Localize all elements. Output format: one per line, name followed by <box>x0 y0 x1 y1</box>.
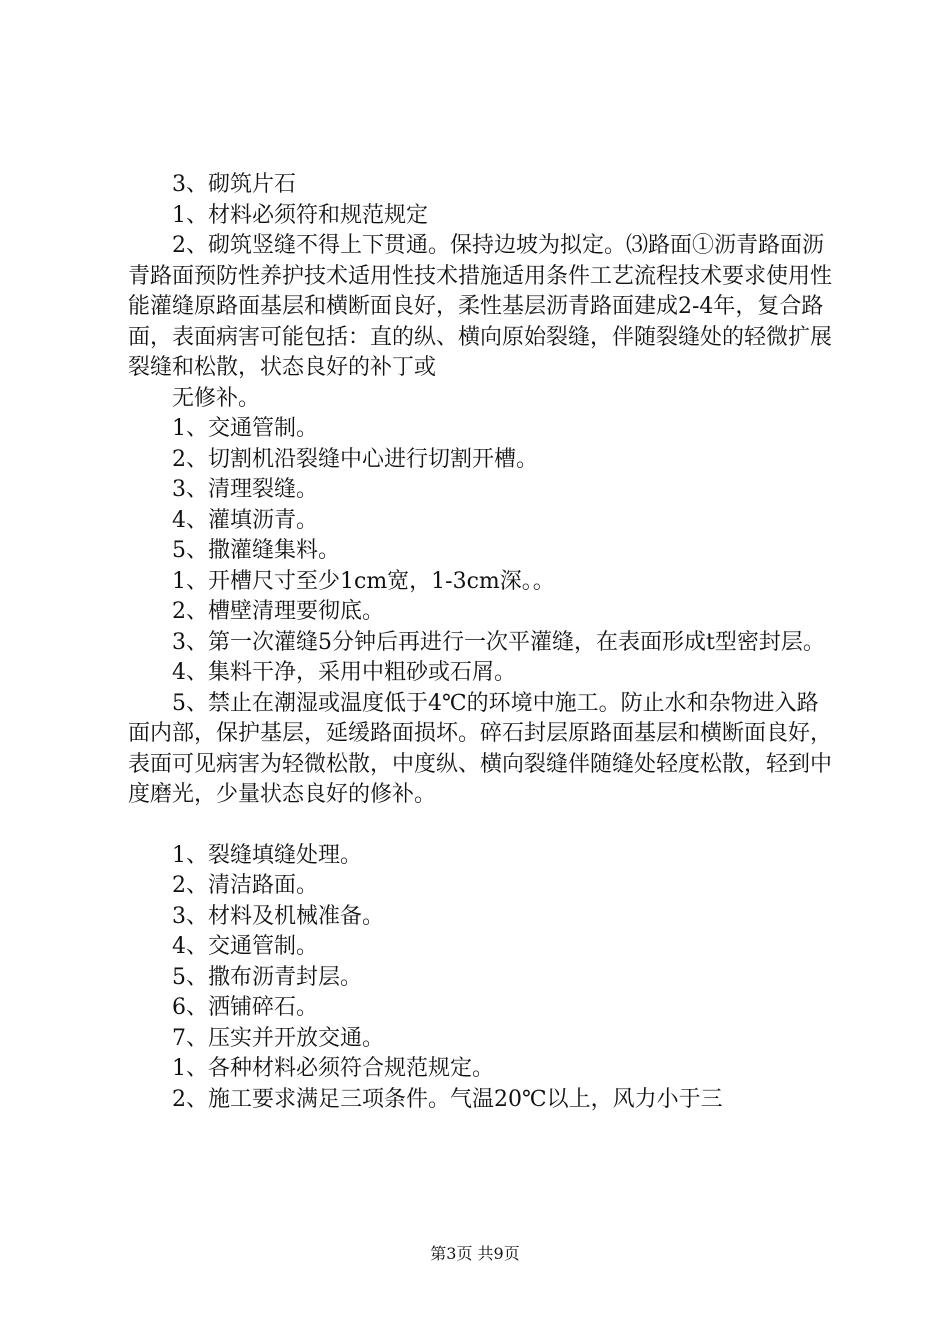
paragraph: 1、裂缝填缝处理。 <box>172 842 362 868</box>
document-body <box>128 170 838 1115</box>
paragraph: 3、砌筑片石 <box>172 172 296 197</box>
paragraph: 4、灌填沥青。 <box>172 507 318 533</box>
paragraph: 6、洒铺碎石。 <box>172 995 318 1020</box>
paragraph: 无修补。 <box>172 385 261 411</box>
paragraph: 5、禁止在潮湿或温度低于4℃的环境中施工。防止水和杂物进入路面内部，保护基层，延缓路面损坏。碎石封层原路面基层和横断面良好，表面可见病害为轻微松散，中度纵、横向裂缝伴随缝处轻度松散，轻到中度磨光，少量状态良好的修补。 <box>128 690 833 807</box>
paragraph: 7、压实并开放交通。 <box>172 1025 384 1051</box>
paragraph: 2、砌筑竖缝不得上下贯通。保持边坡为拟定。⑶路面①沥青路面沥青路面预防性养护技术适用性技术措施适用条件工艺流程技术要求使用性能灌缝原路面基层和横断面良好，柔性基层沥青路面建成2-4年，复合路面，表面病害可能包括：直的纵、横向原始裂缝，伴随裂缝处的轻微扩展裂缝和松散，状态良好的补丁或 <box>128 233 833 380</box>
paragraph: 1、各种材料必须符合规范规定。 <box>172 1056 494 1081</box>
paragraph: 3、材料及机械准备。 <box>172 903 384 929</box>
paragraph: 4、交通管制。 <box>172 934 318 959</box>
paragraph: 2、切割机沿裂缝中心进行切割开槽。 <box>172 446 538 472</box>
paragraph: 1、材料必须符和规范规定 <box>172 202 428 228</box>
paragraph: 5、撒布沥青封层。 <box>172 964 362 990</box>
paragraph: 2、槽壁清理要彻底。 <box>172 599 384 624</box>
paragraph: 2、施工要求满足三项条件。气温20℃以上，风力小于三 <box>172 1086 723 1112</box>
paragraph: 1、开槽尺寸至少1cm宽，1-3cm深。。 <box>172 568 555 594</box>
paragraph: 2、清洁路面。 <box>172 873 318 898</box>
paragraph: 3、清理裂缝。 <box>172 477 318 502</box>
paragraph: 1、交通管制。 <box>172 416 318 441</box>
page-number-footer: 第3页 共9页 <box>430 1244 520 1263</box>
paragraph: 3、第一次灌缝5分钟后再进行一次平灌缝，在表面形成t型密封层。 <box>172 629 825 655</box>
paragraph: 5、撒灌缝集料。 <box>172 538 340 563</box>
paragraph: 4、集料干净，采用中粗砂或石屑。 <box>172 660 516 685</box>
